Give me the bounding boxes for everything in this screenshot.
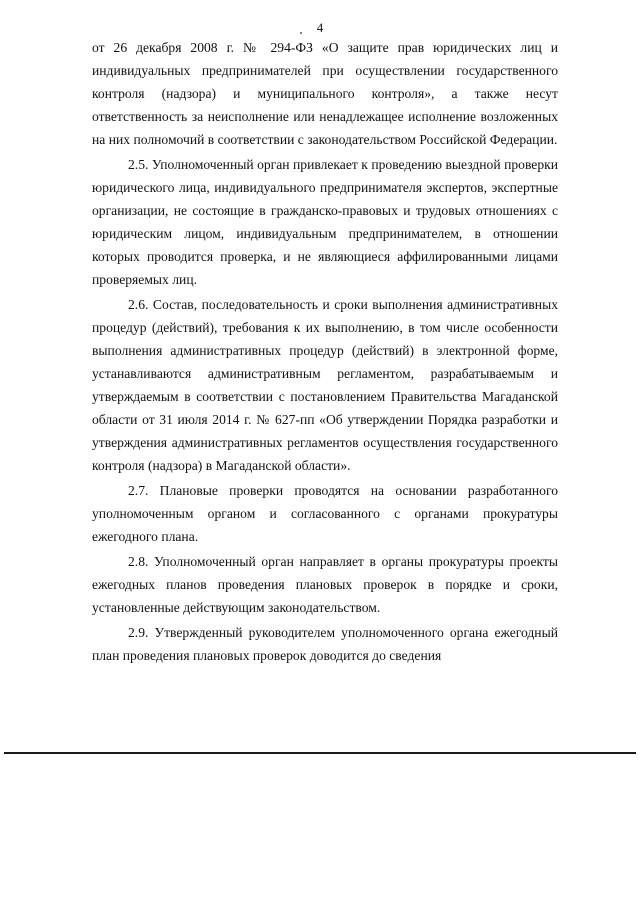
paragraph-2-9: 2.9. Утвержденный руководителем уполномоченного органа ежегодный план проведения плановых проверок доводится до сведения bbox=[92, 625, 558, 663]
page-bottom-rule bbox=[4, 752, 636, 754]
scan-dot bbox=[300, 32, 302, 34]
paragraph-2-6: 2.6. Состав, последовательность и сроки выполнения административных процедур (действий), требования к их выполнению, в том числе особенности выполнения административных процедур (действий) в электронной форме, устанавливаются административным регламентом, разрабатываемым и утверждаемым в соответствии с постановлением Правительства Магаданской области от 31 июля 2014 г. № 627-пп «Об утверждении Порядка разработки и утверждения административных регламентов осуществления государственного контроля (надзора) в Магаданской области». bbox=[92, 297, 558, 473]
document-body bbox=[92, 36, 558, 669]
paragraph-2-5: 2.5. Уполномоченный орган привлекает к проведению выездной проверки юридического лица, индивидуального предпринимателя экспертов, экспертные организации, не состоящие в гражданско-правовых и трудовых отношениях с юридическим лицом, индивидуальным предпринимателем, в отношении которых проводится проверка, и не являющиеся аффилированными лицами проверяемых лиц. bbox=[92, 157, 558, 287]
page-number: 4 bbox=[316, 20, 324, 35]
paragraph-2-8: 2.8. Уполномоченный орган направляет в органы прокуратуры проекты ежегодных планов проведения плановых проверок в порядке и сроки, установленные действующим законодательством. bbox=[92, 554, 558, 615]
paragraph-2-7: 2.7. Плановые проверки проводятся на основании разработанного уполномоченным органом и согласованного с органами прокуратуры ежегодного плана. bbox=[92, 483, 558, 544]
paragraph-continuation: от 26 декабря 2008 г. № 294-ФЗ «О защите прав юридических лиц и индивидуальных предпринимателей при осуществлении государственного контроля (надзора) и муниципального контроля», а также несут ответственность за неисполнение или ненадлежащее исполнение возложенных на них полномочий в соответствии с законодательством Российской Федерации. bbox=[92, 40, 558, 147]
